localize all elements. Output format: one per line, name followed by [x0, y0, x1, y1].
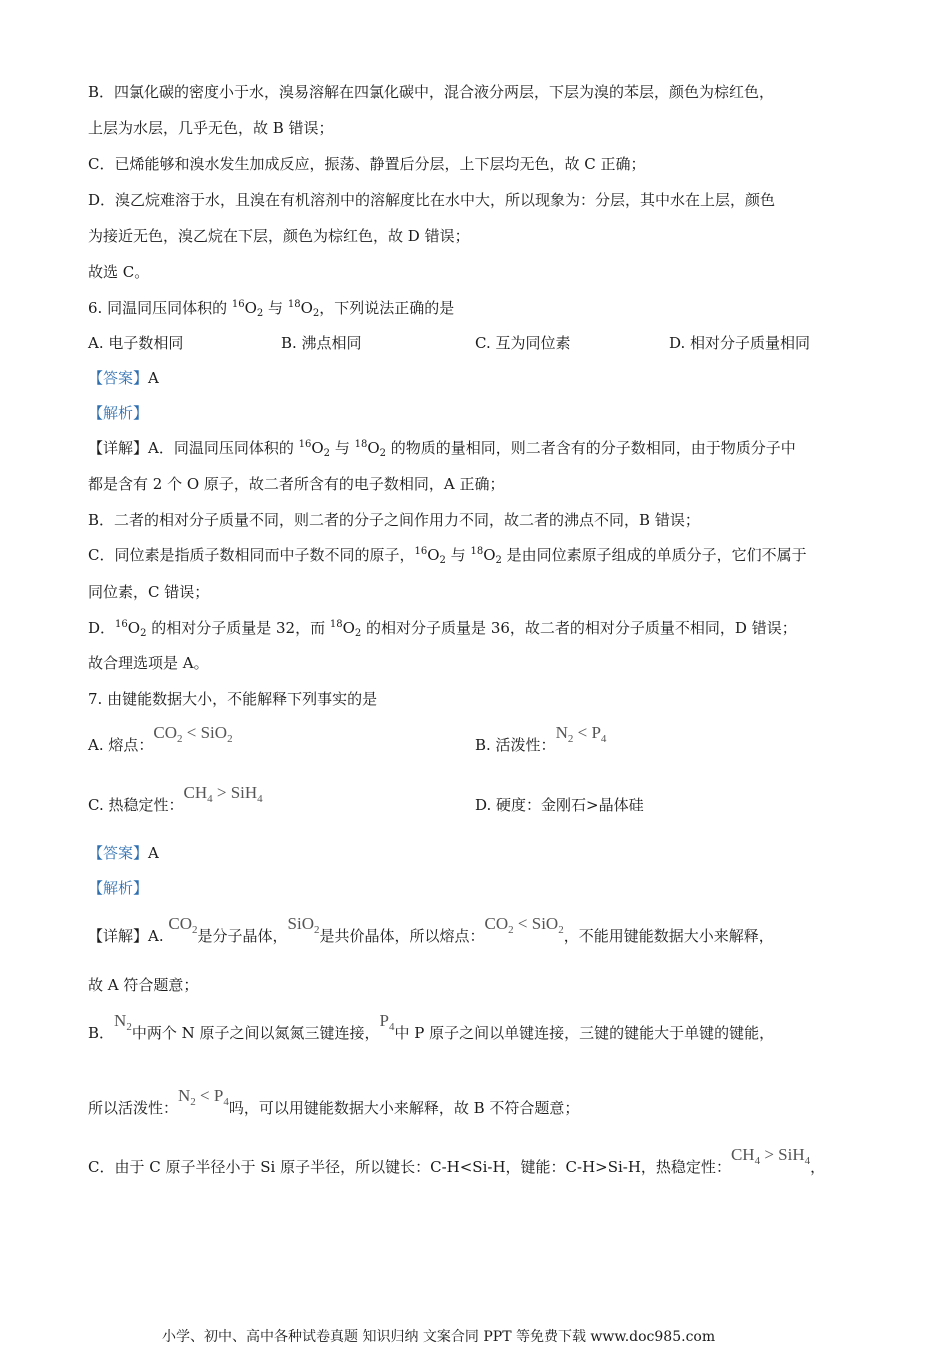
q7-stem: 7. 由键能数据大小，不能解释下列事实的是	[88, 690, 378, 708]
formula-ch4-gt-sih4: $CH_4 > SiH_4$	[183, 783, 263, 805]
q6-analysis-label: 【解析】	[88, 404, 149, 422]
q7-option-b: B. 活泼性：$N_2 < P_4$	[475, 723, 607, 754]
q6-option-d: D. 相对分子质量相同	[669, 334, 811, 352]
q6-option-a: A. 电子数相同	[88, 334, 184, 352]
q6-detail-d: D．$^{16}O_2$ 的相对分子质量是 32，而 $^{18}O_2$ 的相对分子质量是 36，故二者的相对分子质量不相同，D 错误；	[88, 619, 797, 639]
q7-option-d: D. 硬度：金刚石>晶体硅	[475, 796, 644, 814]
q7-detail-b1: B．$N_2$中两个 N 原子之间以氮氮三键连接，$P_4$中 P 原子之间以单键连接，三键的键能大于单键的键能，	[88, 1011, 775, 1042]
q7-detail-c: C．由于 C 原子半径小于 Si 原子半径，所以键长：C-H<Si-H，键能：C-H>Si-H，热稳定性：$CH_4 > SiH_4$，	[88, 1145, 826, 1176]
q5-c-line: C．已烯能够和溴水发生加成反应，振荡、静置后分层，上下层均无色，故 C 正确；	[88, 155, 646, 173]
q5-b-line2: 上层为水层，几乎无色，故 B 错误；	[88, 119, 334, 137]
q7-detail-a2: 故 A 符合题意；	[88, 976, 199, 994]
q6-option-b: B. 沸点相同	[281, 334, 362, 352]
q5-d-line1: D．溴乙烷难溶于水，且溴在有机溶剂中的溶解度比在水中大，所以现象为：分层，其中水在上层，颜色	[88, 191, 776, 209]
formula-co2-lt-sio2: $CO_2 < SiO_2$	[153, 723, 233, 745]
q6-conclusion: 故合理选项是 A。	[88, 654, 209, 672]
q5-b-line1: B．四氯化碳的密度小于水，溴易溶解在四氯化碳中，混合液分两层，下层为溴的苯层，颜色为棕红色，	[88, 83, 775, 101]
formula-n2-lt-p4: $N_2 < P_4$	[555, 723, 607, 745]
q7-option-c: C. 热稳定性：$CH_4 > SiH_4$	[88, 783, 263, 814]
q6-detail-b: B．二者的相对分子质量不同，则二者的分子之间作用力不同，故二者的沸点不同，B 错误；	[88, 511, 700, 529]
q7-detail-b2: 所以活泼性：$N_2 < P_4$吗，可以用键能数据大小来解释，故 B 不符合题意；	[88, 1086, 580, 1117]
q7-detail-a: 【详解】A. $CO_2$是分子晶体，SiO$_2$是共价晶体，所以熔点：$CO_2 < SiO_2$，不能用键能数据大小来解释，	[88, 914, 774, 945]
q6-answer: 【答案】A	[88, 369, 159, 387]
q5-d-line2: 为接近无色，溴乙烷在下层，颜色为棕红色，故 D 错误；	[88, 227, 470, 245]
q7-option-a: A. 熔点：$CO_2 < SiO_2$	[88, 723, 233, 754]
q6-stem: 6. 同温同压同体积的 $^{16}O_2$ 与 $^{18}O_2$，下列说法正确的是	[88, 299, 455, 319]
q6-detail-a1: 【详解】A．同温同压同体积的 $^{16}O_2$ 与 $^{18}O_2$ 的物质的量相同，则二者含有的分子数相同，由于物质分子中	[88, 439, 796, 459]
q6-option-c: C. 互为同位素	[475, 334, 571, 352]
page-footer: 小学、初中、高中各种试卷真题 知识归纳 文案合同 PPT 等免费下载 www.doc985.com	[162, 1329, 716, 1345]
q7-analysis-label: 【解析】	[88, 879, 149, 897]
q6-detail-a2: 都是含有 2 个 O 原子，故二者所含有的电子数相同，A 正确；	[88, 475, 505, 493]
q5-conclusion: 故选 C。	[88, 263, 150, 281]
q6-detail-c1: C．同位素是指质子数相同而中子数不同的原子，$^{16}O_2$ 与 $^{18}O_2$ 是由同位素原子组成的单质分子，它们不属于	[88, 546, 807, 566]
q7-answer: 【答案】A	[88, 844, 159, 862]
q6-detail-c2: 同位素，C 错误；	[88, 583, 210, 601]
